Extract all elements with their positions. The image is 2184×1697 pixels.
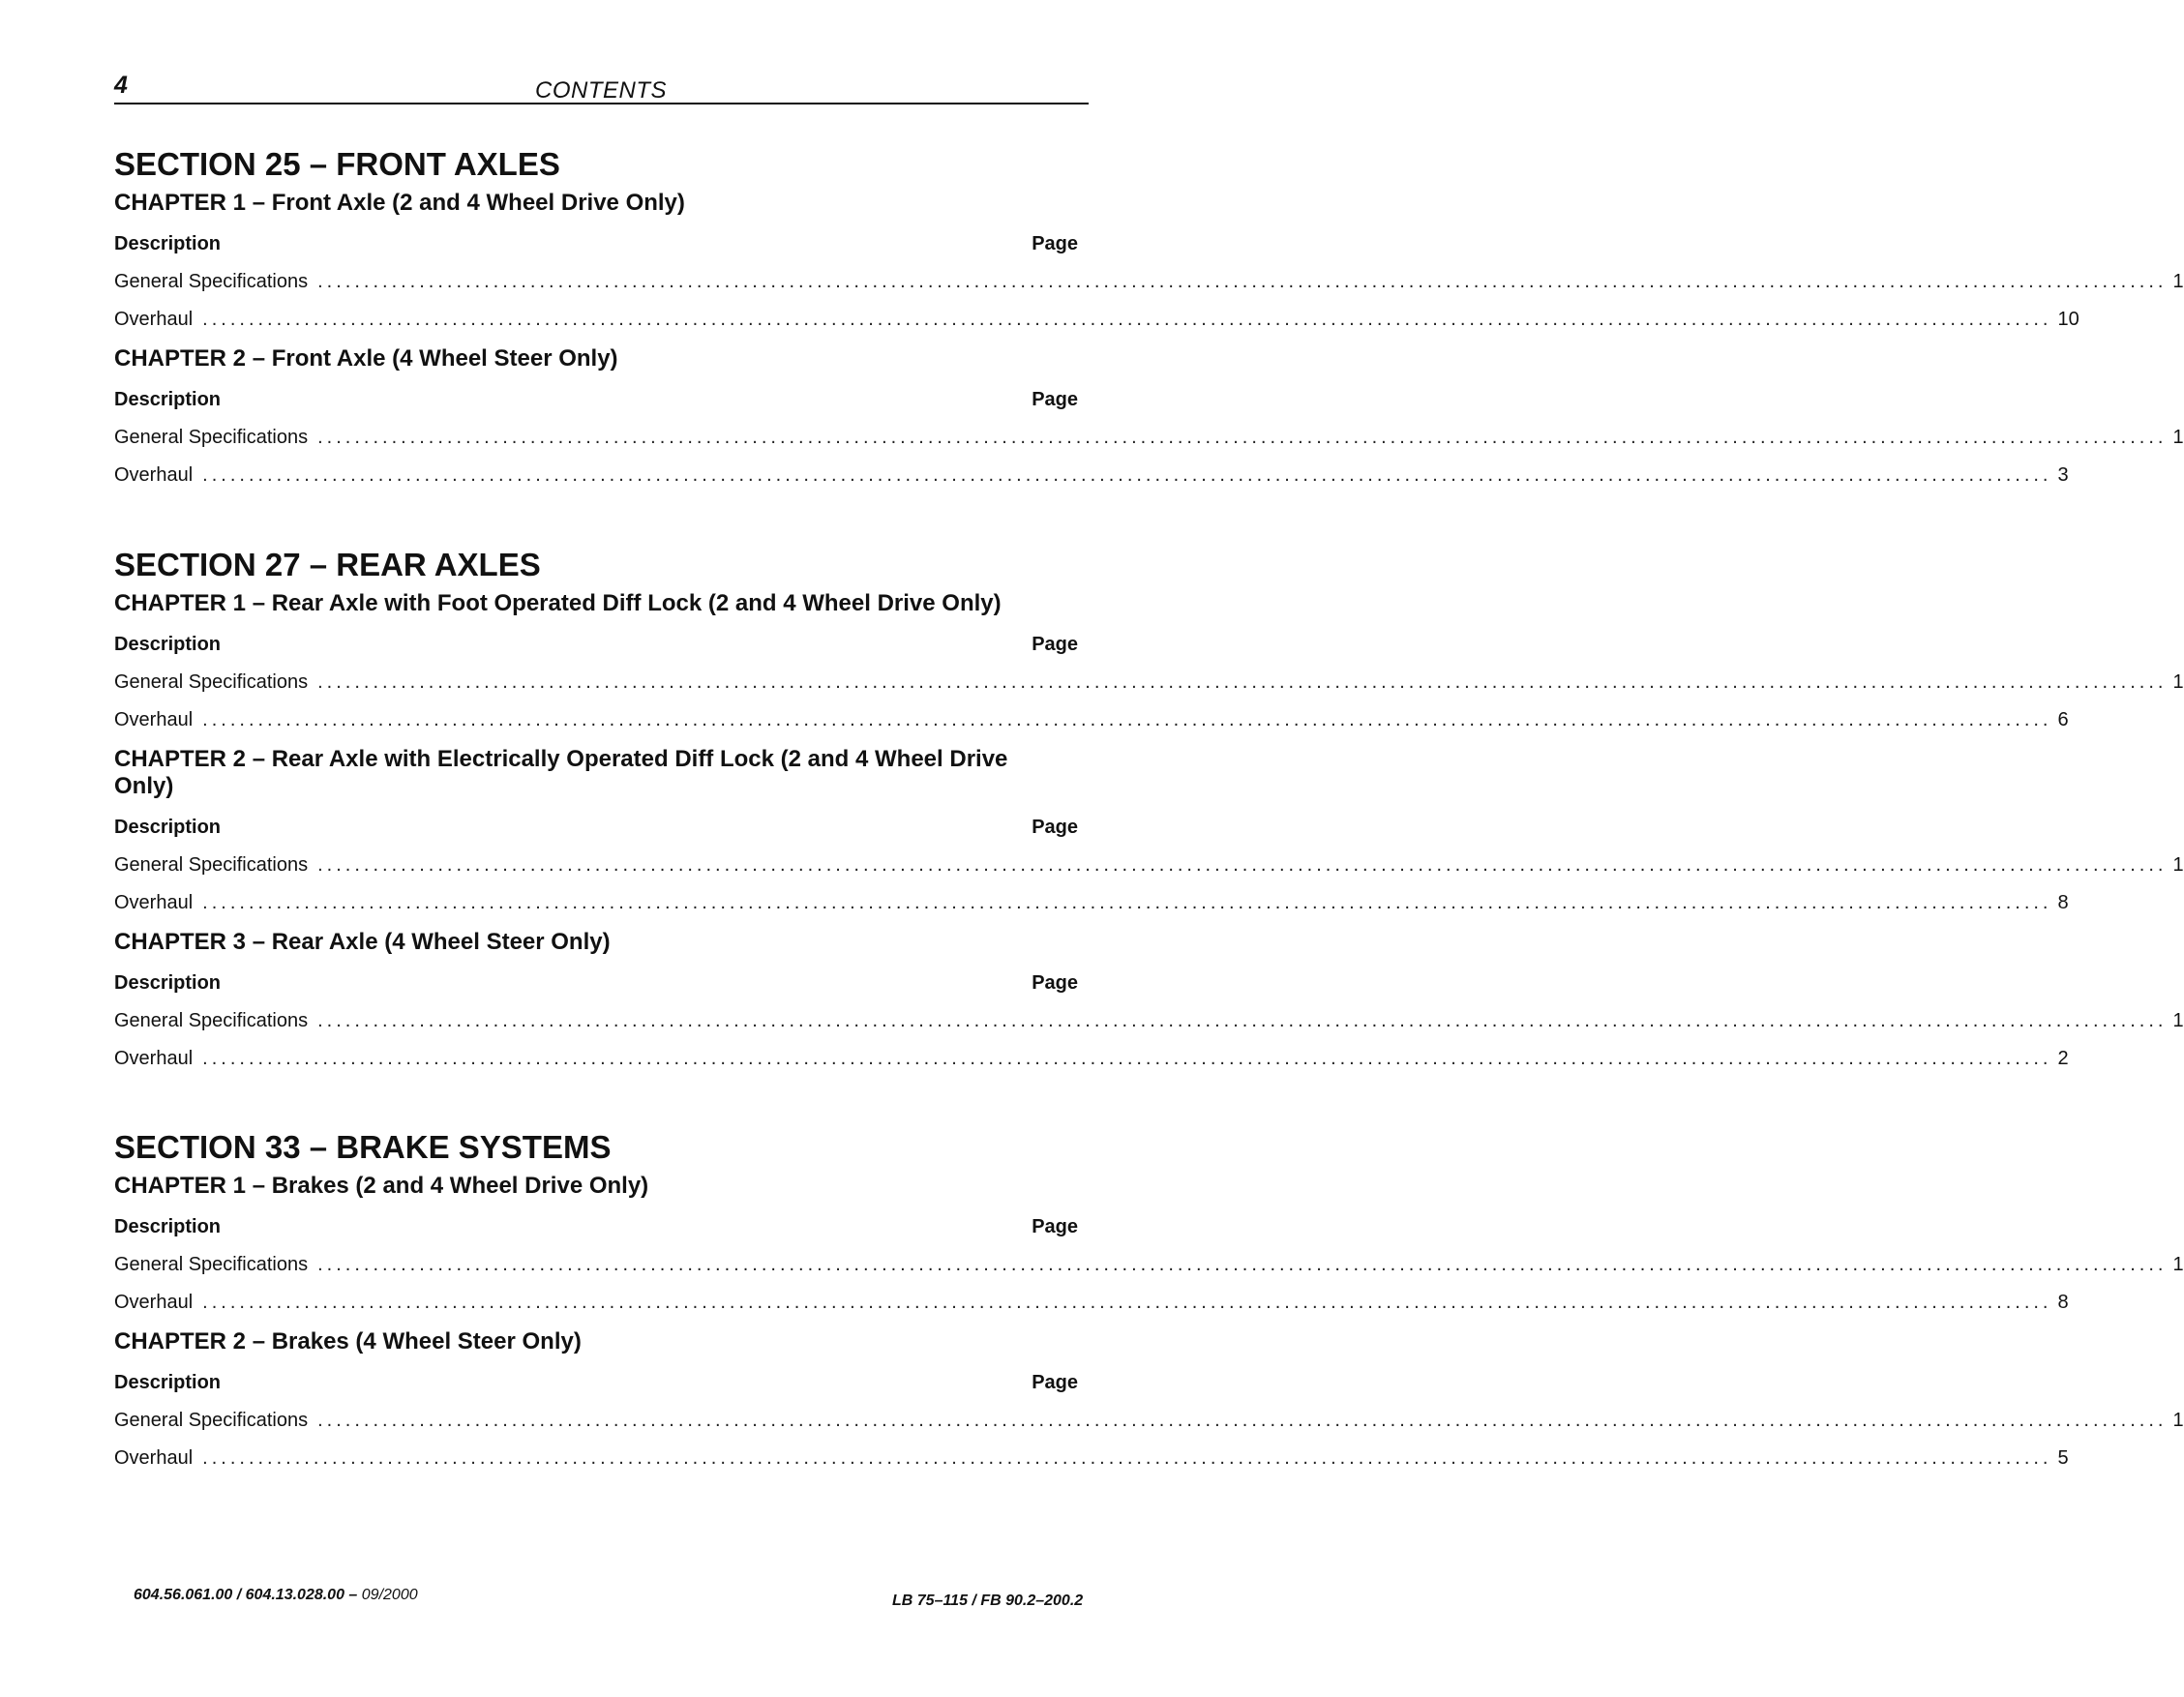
entry-label: General Specifications — [114, 427, 309, 448]
dot-leader: ........................................................................................................................................................................................................ — [317, 427, 2168, 448]
toc-entry[interactable] — [114, 1251, 2184, 1289]
entry-label: General Specifications — [114, 854, 309, 876]
header-rule — [114, 103, 1089, 104]
chapter-title: CHAPTER 1 – Brakes (2 and 4 Wheel Drive Only) — [114, 1173, 649, 1199]
dot-leader: ........................................................................................................................................................................................................ — [202, 892, 2052, 913]
entry-label: Overhaul — [114, 1292, 194, 1313]
chapter-title: CHAPTER 1 – Front Axle (2 and 4 Wheel Drive Only) — [114, 190, 685, 216]
page-header: Page — [1032, 233, 1078, 254]
page-number: 4 — [114, 72, 128, 99]
entry-label: Overhaul — [114, 1447, 194, 1469]
entry-page: 10 — [2057, 309, 2079, 330]
entry-page: 8 — [2057, 1292, 2069, 1313]
chapter — [114, 1173, 2184, 1326]
dot-leader: ........................................................................................................................................................................................................ — [317, 671, 2168, 693]
page-header: Page — [1032, 1216, 1078, 1237]
description-header: Description — [114, 1216, 222, 1237]
toc-entry[interactable] — [114, 1045, 2069, 1083]
dot-leader: ........................................................................................................................................................................................................ — [317, 1410, 2168, 1431]
dot-leader: ........................................................................................................................................................................................................ — [202, 1447, 2052, 1469]
entry-label: Overhaul — [114, 309, 194, 330]
dot-leader: ........................................................................................................................................................................................................ — [202, 1048, 2052, 1069]
description-header: Description — [114, 972, 222, 994]
toc-entry[interactable] — [114, 268, 2184, 306]
entry-page: 1 — [2172, 671, 2184, 693]
chapter-title: CHAPTER 2 – Rear Axle with Electrically Operated Diff Lock (2 and 4 Wheel Drive Only) — [114, 746, 1008, 799]
chapter — [114, 590, 2184, 744]
dot-leader: ........................................................................................................................................................................................................ — [202, 309, 2052, 330]
section-title: SECTION 27 – REAR AXLES — [114, 547, 541, 582]
footer-codes — [134, 1587, 418, 1604]
entry-label: Overhaul — [114, 1048, 194, 1069]
entry-label: General Specifications — [114, 671, 309, 693]
entry-label: General Specifications — [114, 271, 309, 292]
column-headers — [114, 969, 1078, 997]
page-header: Page — [1032, 634, 1078, 655]
column-headers — [114, 631, 1078, 658]
column-headers — [114, 1369, 1078, 1396]
toc-entry[interactable] — [114, 669, 2184, 706]
page-header: Page — [1032, 389, 1078, 410]
page-header-title: CONTENTS — [535, 77, 667, 104]
section-25 — [114, 146, 2184, 499]
chapter — [114, 190, 2184, 343]
entry-page: 3 — [2057, 464, 2069, 486]
column-headers — [114, 1213, 1078, 1240]
dot-leader: ........................................................................................................................................................................................................ — [317, 854, 2168, 876]
toc-entry[interactable] — [114, 1007, 2184, 1045]
description-header: Description — [114, 389, 222, 410]
page-header: Page — [1032, 1372, 1078, 1393]
chapter — [114, 1328, 2184, 1482]
entry-page: 6 — [2057, 709, 2069, 730]
toc-entry[interactable] — [114, 461, 2069, 499]
toc-entry[interactable] — [114, 851, 2184, 889]
column-headers — [114, 814, 1078, 841]
entry-page: 1 — [2172, 1410, 2184, 1431]
section-title: SECTION 25 – FRONT AXLES — [114, 146, 560, 182]
entry-label: General Specifications — [114, 1410, 309, 1431]
toc-entry[interactable] — [114, 706, 2069, 744]
footer-model: LB 75–115 / FB 90.2–200.2 — [892, 1593, 1084, 1609]
dot-leader: ........................................................................................................................................................................................................ — [202, 1292, 2052, 1313]
column-headers — [114, 230, 1078, 257]
dot-leader: ........................................................................................................................................................................................................ — [317, 271, 2168, 292]
dot-leader: ........................................................................................................................................................................................................ — [202, 464, 2052, 486]
toc-entry[interactable] — [114, 1407, 2184, 1444]
entry-label: Overhaul — [114, 709, 194, 730]
toc-entry[interactable] — [114, 1444, 2069, 1482]
entry-page: 1 — [2172, 271, 2184, 292]
chapter — [114, 746, 2184, 927]
entry-page: 2 — [2057, 1048, 2069, 1069]
dot-leader: ........................................................................................................................................................................................................ — [317, 1010, 2168, 1031]
chapter-title: CHAPTER 3 – Rear Axle (4 Wheel Steer Only) — [114, 929, 611, 955]
chapter — [114, 929, 2184, 1083]
entry-label: Overhaul — [114, 464, 194, 486]
toc-entry[interactable] — [114, 306, 2079, 343]
section-27 — [114, 547, 2184, 1083]
footer-date: 09/2000 — [361, 1587, 418, 1603]
section-33 — [114, 1129, 2184, 1482]
entry-page: 5 — [2057, 1447, 2069, 1469]
chapter-title: CHAPTER 2 – Front Axle (4 Wheel Steer Only) — [114, 345, 618, 372]
description-header: Description — [114, 233, 222, 254]
dot-leader: ........................................................................................................................................................................................................ — [202, 709, 2052, 730]
entry-page: 1 — [2172, 854, 2184, 876]
entry-page: 1 — [2172, 427, 2184, 448]
entry-page: 1 — [2172, 1010, 2184, 1031]
chapter-title: CHAPTER 2 – Brakes (4 Wheel Steer Only) — [114, 1328, 582, 1355]
description-header: Description — [114, 1372, 222, 1393]
section-title: SECTION 33 – BRAKE SYSTEMS — [114, 1129, 612, 1165]
page-header: Page — [1032, 817, 1078, 838]
description-header: Description — [114, 634, 222, 655]
entry-page: 1 — [2172, 1254, 2184, 1275]
toc-entry[interactable] — [114, 424, 2184, 461]
column-headers — [114, 386, 1078, 413]
footer-part-numbers: 604.56.061.00 / 604.13.028.00 – — [134, 1587, 358, 1603]
dot-leader: ........................................................................................................................................................................................................ — [317, 1254, 2168, 1275]
chapter — [114, 345, 2184, 499]
toc-entry[interactable] — [114, 889, 2069, 927]
chapter-title: CHAPTER 1 – Rear Axle with Foot Operated Diff Lock (2 and 4 Wheel Drive Only) — [114, 590, 1002, 616]
toc-entry[interactable] — [114, 1289, 2069, 1326]
entry-label: General Specifications — [114, 1010, 309, 1031]
entry-label: General Specifications — [114, 1254, 309, 1275]
entry-label: Overhaul — [114, 892, 194, 913]
description-header: Description — [114, 817, 222, 838]
entry-page: 8 — [2057, 892, 2069, 913]
page-header: Page — [1032, 972, 1078, 994]
